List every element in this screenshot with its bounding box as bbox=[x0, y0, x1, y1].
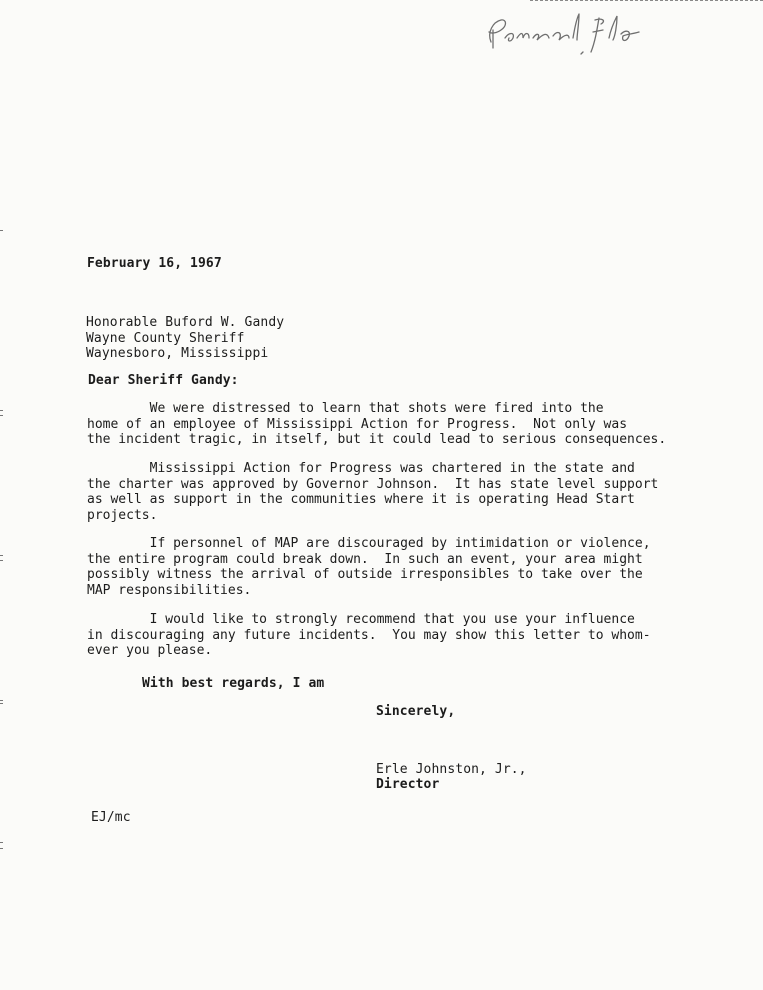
paragraph-line: Mississippi Action for Progress was chartered in the state and bbox=[87, 461, 635, 476]
paragraph-2 bbox=[87, 461, 667, 523]
recipient-location: Waynesboro, Mississippi bbox=[86, 346, 269, 361]
signer-name: Erle Johnston, Jr., bbox=[376, 762, 527, 777]
handwritten-annotation bbox=[483, 8, 653, 58]
paragraph-line: projects. bbox=[87, 507, 158, 523]
closing-line: With best regards, I am bbox=[142, 676, 325, 691]
signer-title: Director bbox=[376, 777, 440, 792]
paragraph-line: the charter was approved by Governor Johnson. It has state level support bbox=[87, 476, 659, 492]
paragraph-line: I would like to strongly recommend that you use your influence bbox=[87, 612, 635, 627]
recipient-name: Honorable Buford W. Gandy bbox=[86, 315, 285, 330]
paragraph-3 bbox=[87, 536, 667, 598]
scan-edge-marks bbox=[0, 0, 6, 990]
letter-date: February 16, 1967 bbox=[87, 256, 222, 271]
paragraph-line: the entire program could break down. In such an event, your area might bbox=[87, 551, 643, 567]
paragraph-4 bbox=[87, 612, 667, 659]
paragraph-line: We were distressed to learn that shots were fired into the bbox=[87, 401, 604, 416]
paragraph-line: home of an employee of Mississippi Action for Progress. Not only was bbox=[87, 416, 628, 432]
paragraph-line: the incident tragic, in itself, but it could lead to serious consequences. bbox=[87, 432, 667, 447]
recipient-title: Wayne County Sheriff bbox=[86, 331, 245, 346]
sign-off: Sincerely, bbox=[376, 704, 456, 719]
paragraph-line: as well as support in the communities where it is operating Head Start bbox=[87, 492, 635, 507]
paragraph-line: If personnel of MAP are discouraged by intimidation or violence, bbox=[87, 536, 651, 551]
paragraph-line: in discouraging any future incidents. You may show this letter to whom- bbox=[87, 627, 651, 643]
paragraph-line: ever you please. bbox=[87, 643, 213, 658]
paragraph-line: possibly witness the arrival of outside irresponsibles to take over the bbox=[87, 567, 643, 582]
typist-initials: EJ/mc bbox=[91, 810, 131, 825]
page-top-edge bbox=[530, 0, 763, 3]
salutation: Dear Sheriff Gandy: bbox=[88, 373, 239, 388]
paragraph-1 bbox=[87, 401, 667, 448]
paragraph-line: MAP responsibilities. bbox=[87, 582, 252, 598]
